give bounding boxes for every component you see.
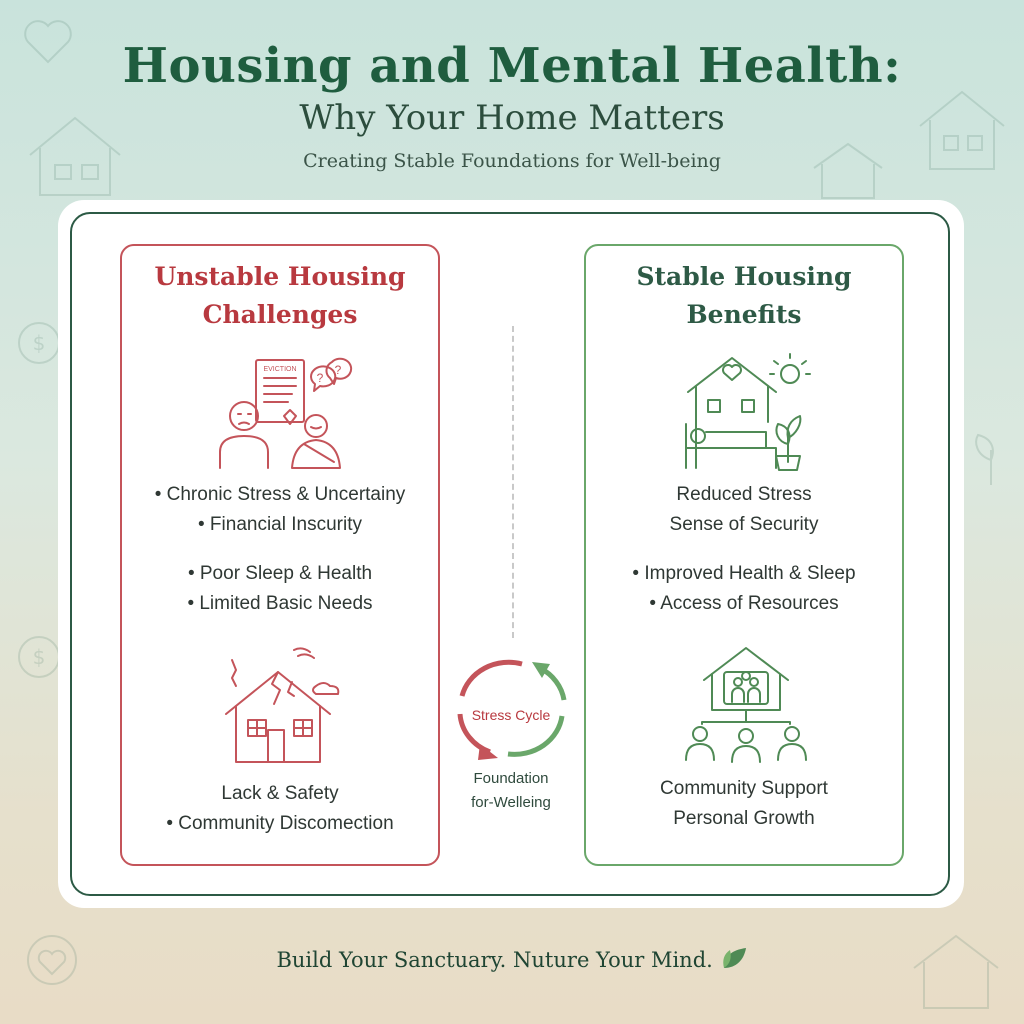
svg-text:$: $ [32,331,46,355]
panel-title-line: Challenges [202,300,358,329]
page-tagline: Creating Stable Foundations for Well-being [303,150,721,172]
challenge-item: • Limited Basic Needs [187,593,373,614]
challenge-item: • Poor Sleep & Health [187,563,373,584]
panel-title-line: Benefits [686,300,802,329]
svg-text:$: $ [32,645,46,669]
challenge-item: • Chronic Stress & Uncertainy [154,484,406,505]
foundation-label: for-Welleing [471,794,551,811]
benefit-item: Personal Growth [673,808,815,829]
benefit-item: • Improved Health & Sleep [632,563,856,584]
panel-title-line: Unstable Housing [154,262,406,291]
challenge-item: • Community Discomection [166,813,394,834]
stable-housing-title [586,258,902,334]
page-subtitle: Why Your Home Matters [299,98,725,138]
stress-cycle-label: Stress Cycle [471,707,551,723]
footer-slogan [0,946,1024,972]
center-divider [512,326,514,638]
challenge-item: Lack & Safety [221,783,339,804]
background-dollar-icon [14,632,64,682]
leaf-icon [720,946,748,970]
question-icon: ? [334,363,342,377]
challenge-item: • Financial Inscurity [198,514,362,535]
benefit-item: • Access of Resources [649,593,839,614]
background-leaf-icon [966,430,1016,490]
foundation-label: Foundation [473,770,549,787]
benefit-item: Sense of Security [669,514,819,535]
background-dollar-icon [14,318,64,368]
panel-title-line: Stable Housing [636,262,852,291]
safe-home-rest-icon [682,352,822,472]
footer-text: Build Your Sanctuary. Nuture Your Mind. [276,948,713,972]
stressed-people-eviction-icon [216,356,366,472]
page-title: Housing and Mental Health: [122,38,902,94]
eviction-label: EVICTION [263,366,297,373]
question-icon: ? [316,371,324,385]
stable-housing-panel [584,244,904,866]
unstable-housing-panel [120,244,440,866]
benefit-item: Reduced Stress [676,484,812,505]
damaged-house-icon [218,646,358,766]
unstable-housing-title [122,258,438,334]
community-house-icon [682,644,812,764]
benefit-item: Community Support [660,778,828,799]
